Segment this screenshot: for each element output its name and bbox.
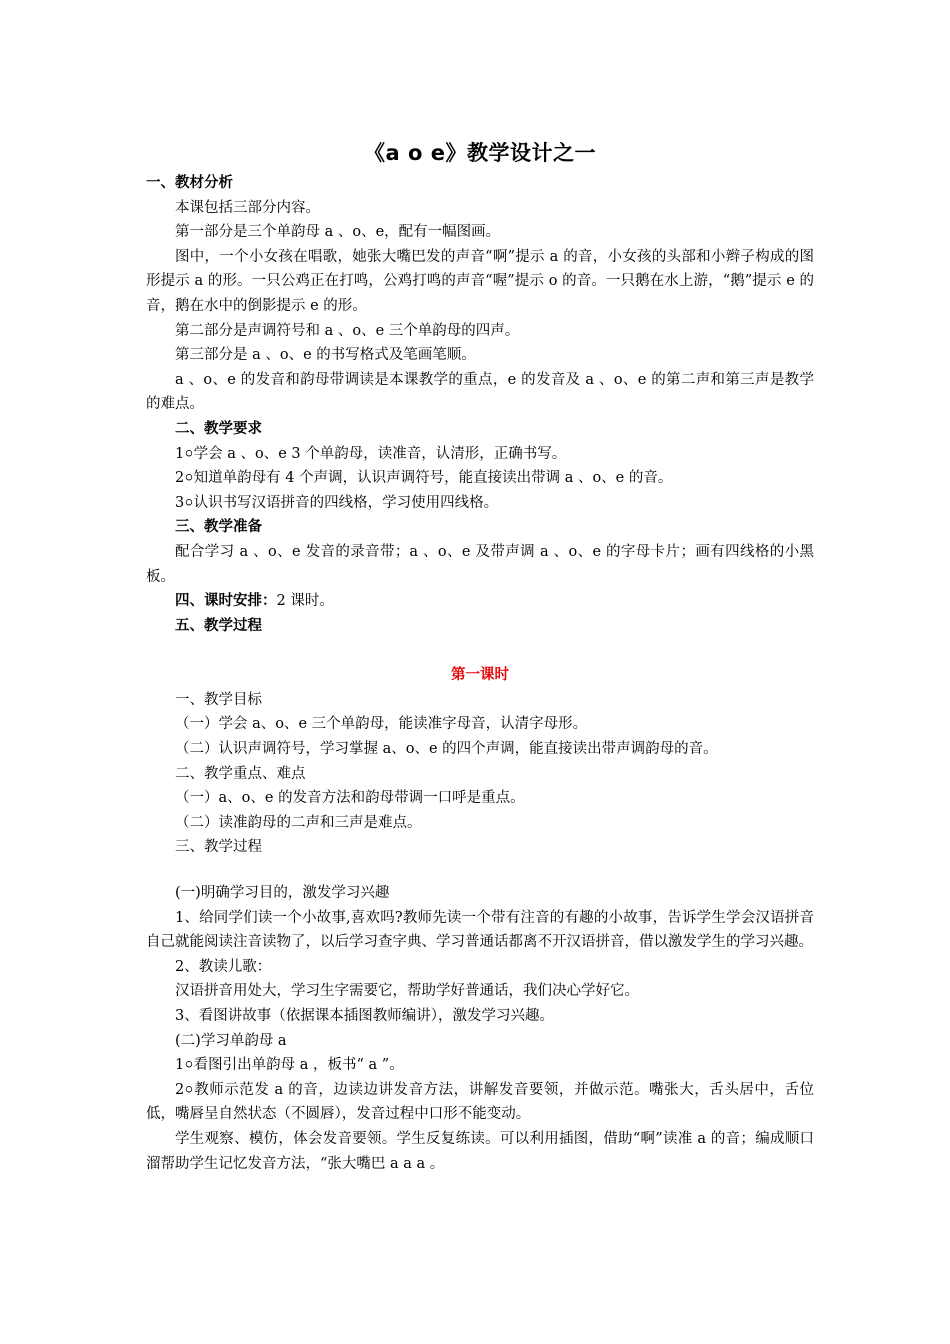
paragraph: 配合学习 a 、o、e 发音的录音带；a 、o、e 及带声调 a 、o、e 的字母卡片；画有四线格的小黑板。 — [146, 543, 814, 585]
section-heading-process: 五、教学过程 — [175, 617, 262, 634]
paragraph: 3、看图讲故事（依据课本插图教师编讲），激发学习兴趣。 — [175, 1008, 554, 1024]
lesson-title: 第一课时 — [451, 667, 509, 684]
paragraph: 2০教师示范发 a 的音，边读边讲发音方法，讲解发音要领，并做示范。嘴张大，舌头居中，舌位低，嘴唇呈自然状态（不圆唇），发音过程中口形不能变动。 — [146, 1081, 814, 1123]
subheading: 二、教学重点、难点 — [175, 765, 306, 782]
section-heading-schedule: 四、课时安排： — [175, 593, 277, 610]
subheading: 三、教学过程 — [175, 839, 262, 856]
paragraph: 2、教读儿歌： — [175, 958, 272, 975]
paragraph: 1、给同学们读一个小故事,喜欢吗?教师先读一个带有注音的有趣的小故事，告诉学生学会汉语拼音自己就能阅读注音读物了，以后学习查字典、学习普通话都离不开汉语拼音，借以激发学生的学习兴趣。 — [146, 909, 814, 951]
subheading: (一)明确学习目的，激发学习兴趣 — [175, 885, 390, 902]
paragraph: 汉语拼音用处大，学习生字需要它，帮助学好普通话，我们决心学好它。 — [175, 983, 639, 1000]
schedule-value: 2 课时。 — [276, 593, 334, 610]
section-heading-requirements: 二、教学要求 — [175, 420, 262, 437]
list-item: （二）认识声调符号，学习掌握 a、o、e 的四个声调，能直接读出带声调韵母的音。 — [175, 741, 718, 758]
paragraph: 第二部分是声调符号和 a 、o、e 三个单韵母的四声。 — [175, 322, 520, 339]
paragraph: 学生观察、模仿，体会发音要领。学生反复练读。可以利用插图，借助“啊”读准 a 的音；编成顺口溜帮助学生记忆发音方法，“张大嘴巴 a a a 。 — [146, 1130, 814, 1172]
section-lesson-hours — [146, 589, 814, 614]
list-item: （一）a、o、e 的发音方法和韵母带调一口呼是重点。 — [175, 790, 525, 807]
paragraph: 1০看图引出单韵母 a ，板书“ a ”。 — [175, 1057, 404, 1074]
subheading: 一、教学目标 — [175, 691, 262, 708]
list-item: （二）读准韵母的二声和三声是难点。 — [175, 814, 422, 831]
list-item: 3০认识书写汉语拼音的四线格，学习使用四线格。 — [175, 494, 499, 511]
paragraph: 本课包括三部分内容。 — [175, 199, 320, 216]
list-item: 2০知道单韵母有 4 个声调，认识声调符号，能直接读出带调 a 、o、e 的音。 — [175, 470, 673, 487]
section-heading-preparation: 三、教学准备 — [175, 519, 262, 536]
document-title: 《a o e》教学设计之一 — [364, 141, 596, 165]
document-page — [146, 134, 814, 1176]
section-heading-analysis: 一、教材分析 — [146, 175, 233, 191]
paragraph: 第一部分是三个单韵母 a 、o、e，配有一幅图画。 — [175, 224, 501, 241]
subheading: (二)学习单韵母 a — [175, 1032, 287, 1049]
list-item: 1০学会 a 、o、e 3 个单韵母，读准音，认清形，正确书写。 — [175, 445, 567, 462]
paragraph: 第三部分是 a 、o、e 的书写格式及笔画笔顺。 — [175, 347, 476, 364]
list-item: （一）学会 a、o、e 三个单韵母，能读准字母音，认清字母形。 — [175, 716, 588, 733]
paragraph: a 、o、e 的发音和韵母带调读是本课教学的重点，e 的发音及 a 、o、e 的第二声和第三声是教学的难点。 — [146, 371, 814, 413]
paragraph: 图中，一个小女孩在唱歌，她张大嘴巴发的声音“啊”提示 a 的音，小女孩的头部和小辫子构成的图形提示 a 的形。一只公鸡正在打鸣，公鸡打鸣的声音“喔”提示 o 的音。一只鹅在水上游，“鹅”提示 e 的音，鹅在水中的倒影提示 e 的形。 — [146, 248, 814, 314]
